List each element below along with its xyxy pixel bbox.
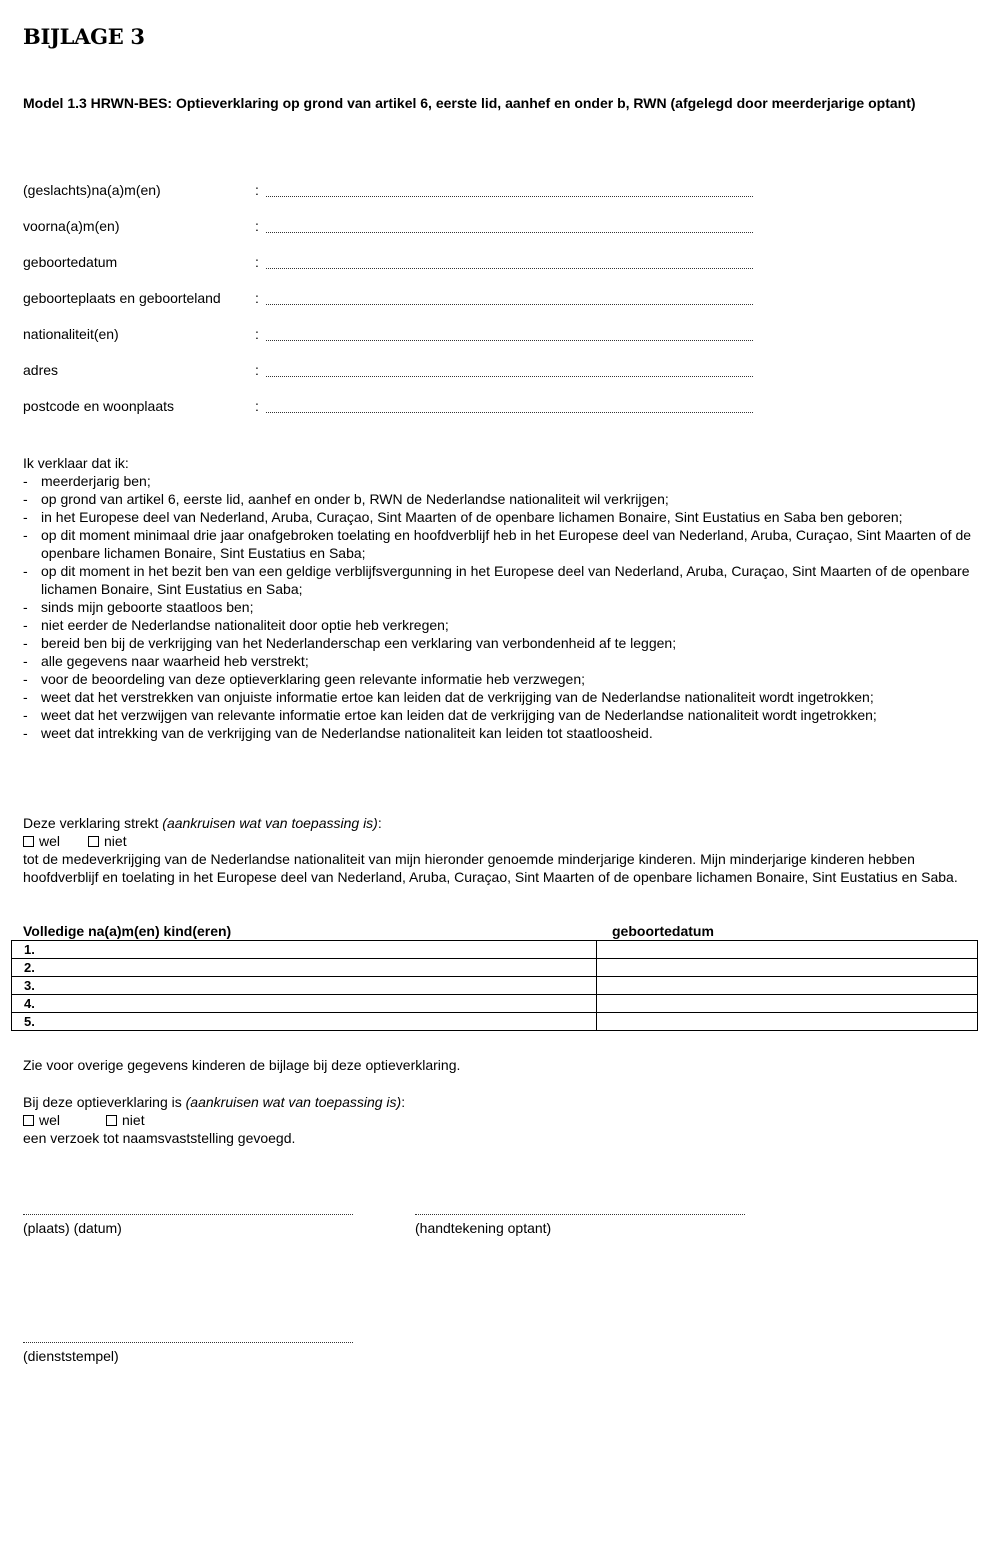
field-label: geboortedatum [23,254,118,270]
checkbox-icon[interactable] [106,1115,117,1126]
fill-line-address[interactable] [266,361,753,377]
name-determination-question: Bij deze optieverklaring is (aankruisen wat van toepassing is): [23,1094,406,1110]
column-header-birthdate: geboortedatum [612,923,714,939]
field-postcode-city [23,397,763,415]
child-name-cell[interactable]: 1. [12,941,597,959]
child-name-cell[interactable]: 2. [12,959,597,977]
bullet: - [23,689,28,705]
declaration-item: - op dit moment in het bezit ben van een geldige verblijfsvergunning in het Europese deel van Nederland, Aruba, Curaçao, Sint Maarten of de openbare lichamen Bonaire, Sint Eustatius en Saba; [23,563,970,597]
child-birthdate-cell[interactable] [597,1013,978,1031]
extension-question: Deze verklaring strekt (aankruisen wat van toepassing is): [23,815,382,831]
model-title: Model 1.3 HRWN-BES: Optieverklaring op grond van artikel 6, eerste lid, aanhef en onder b, RWN (afgelegd door meerderjarige optant) [23,95,916,111]
field-label: voorna(a)m(en) [23,218,120,234]
field-colon: : [255,218,259,234]
field-colon: : [255,326,259,342]
declaration-intro: Ik verklaar dat ik: [23,455,129,471]
field-colon: : [255,254,259,270]
field-address [23,361,763,379]
fill-line-birth-place[interactable] [266,289,753,305]
bullet: - [23,491,28,507]
extension-options [23,832,973,850]
field-label: geboorteplaats en geboorteland [23,290,221,306]
field-colon: : [255,290,259,306]
signature-block [415,1202,745,1237]
bullet: - [23,509,28,525]
declaration-item: - weet dat intrekking van de verkrijging van de Nederlandse nationaliteit kan leiden tot staatloosheid. [23,725,653,741]
declaration-item: - meerderjarig ben; [23,473,151,489]
children-table [11,940,978,1031]
bullet: - [23,563,28,579]
declaration-list [23,472,973,742]
stamp-label: (dienststempel) [23,1348,119,1364]
declaration [23,454,973,742]
field-label: postcode en woonplaats [23,398,174,414]
bullet: - [23,527,28,543]
bullet: - [23,671,28,687]
table-row [12,1013,978,1031]
field-label: (geslachts)na(a)m(en) [23,182,161,198]
fill-line-given-names[interactable] [266,217,753,233]
instruction-hint: (aankruisen wat van toepassing is) [162,815,378,831]
name-determination-options [23,1111,405,1129]
checkbox-icon[interactable] [23,836,34,847]
child-birthdate-cell[interactable] [597,977,978,995]
child-name-cell[interactable]: 5. [12,1013,597,1031]
field-colon: : [255,182,259,198]
bullet: - [23,707,28,723]
extension-text: tot de medeverkrijging van de Nederlandse nationaliteit van mijn hieronder genoemde minderjarige kinderen. Mijn minderjarige kinderen hebben hoofdverblijf en toelating in het Europese deel van Nederland, Aruba, Curaçao, Sint Maarten of de openbare lichamen Bonaire, Sint Eustatius en Saba. [23,851,958,885]
field-nationality [23,325,763,343]
children-note: Zie voor overige gegevens kinderen de bijlage bij deze optieverklaring. [23,1057,461,1073]
field-colon: : [255,398,259,414]
declaration-item: - sinds mijn geboorte staatloos ben; [23,599,254,615]
declaration-item: - weet dat het verzwijgen van relevante informatie ertoe kan leiden dat de verkrijging van de Nederlandse nationaliteit wordt ingetrokken; [23,707,877,723]
fill-line-surname[interactable] [266,181,753,197]
field-label: adres [23,362,59,378]
option-niet[interactable]: niet [88,832,127,850]
field-label: nationaliteit(en) [23,326,119,342]
bullet: - [23,635,28,651]
bullet: - [23,599,28,615]
stamp-block [23,1330,353,1365]
children-table-header [23,923,978,939]
place-date-label: (plaats) (datum) [23,1220,122,1236]
declaration-item: - bereid ben bij de verkrijging van het Nederlanderschap een verklaring van verbondenheid af te leggen; [23,635,677,651]
table-row [12,995,978,1013]
field-birth-date [23,253,763,271]
child-birthdate-cell[interactable] [597,995,978,1013]
table-row [12,941,978,959]
declaration-item: - niet eerder de Nederlandse nationaliteit door optie heb verkregen; [23,617,449,633]
stamp-line[interactable] [23,1330,353,1343]
place-date-line[interactable] [23,1202,353,1215]
signature-label: (handtekening optant) [415,1220,552,1236]
column-header-names: Volledige na(a)m(en) kind(eren) [23,923,232,939]
child-birthdate-cell[interactable] [597,959,978,977]
option-wel[interactable]: wel [23,832,60,850]
declaration-item: - weet dat het verstrekken van onjuiste informatie ertoe kan leiden dat de verkrijging van de Nederlandse nationaliteit wordt ingetrokken; [23,689,874,705]
option-niet[interactable]: niet [106,1111,145,1129]
fill-line-birth-date[interactable] [266,253,753,269]
checkbox-icon[interactable] [23,1115,34,1126]
name-determination-text: een verzoek tot naamsvaststelling gevoegd. [23,1130,296,1146]
table-row [12,977,978,995]
child-name-cell[interactable]: 3. [12,977,597,995]
declaration-item: - alle gegevens naar waarheid heb verstrekt; [23,653,309,669]
name-determination-section [23,1093,405,1147]
instruction-hint: (aankruisen wat van toepassing is) [185,1094,402,1110]
field-birth-place [23,289,763,307]
table-row [12,959,978,977]
place-date-block [23,1202,353,1237]
extension-section [23,814,973,886]
signature-line[interactable] [415,1202,745,1215]
field-colon: : [255,362,259,378]
field-given-names [23,217,763,235]
fill-line-postcode-city[interactable] [266,397,753,413]
child-name-cell[interactable]: 4. [12,995,597,1013]
declaration-item: - op dit moment minimaal drie jaar onafgebroken toelating en hoofdverblijf heb in het Europese deel van Nederland, Aruba, Curaçao, Sint Maarten of de openbare lichamen Bonaire, Sint Eustatius en Saba; [23,527,972,561]
fill-line-nationality[interactable] [266,325,753,341]
child-birthdate-cell[interactable] [597,941,978,959]
page-heading: BIJLAGE 3 [23,24,145,49]
declaration-item: - op grond van artikel 6, eerste lid, aanhef en onder b, RWN de Nederlandse nationaliteit wil verkrijgen; [23,491,669,507]
bullet: - [23,473,28,489]
option-wel[interactable]: wel [23,1111,60,1129]
declaration-item: - in het Europese deel van Nederland, Aruba, Curaçao, Sint Maarten of de openbare lichamen Bonaire, Sint Eustatius en Saba ben geboren; [23,509,903,525]
declaration-item: - voor de beoordeling van deze optieverklaring geen relevante informatie heb verzwegen; [23,671,586,687]
bullet: - [23,653,28,669]
bullet: - [23,617,28,633]
bullet: - [23,725,28,741]
checkbox-icon[interactable] [88,836,99,847]
field-surname [23,181,763,199]
